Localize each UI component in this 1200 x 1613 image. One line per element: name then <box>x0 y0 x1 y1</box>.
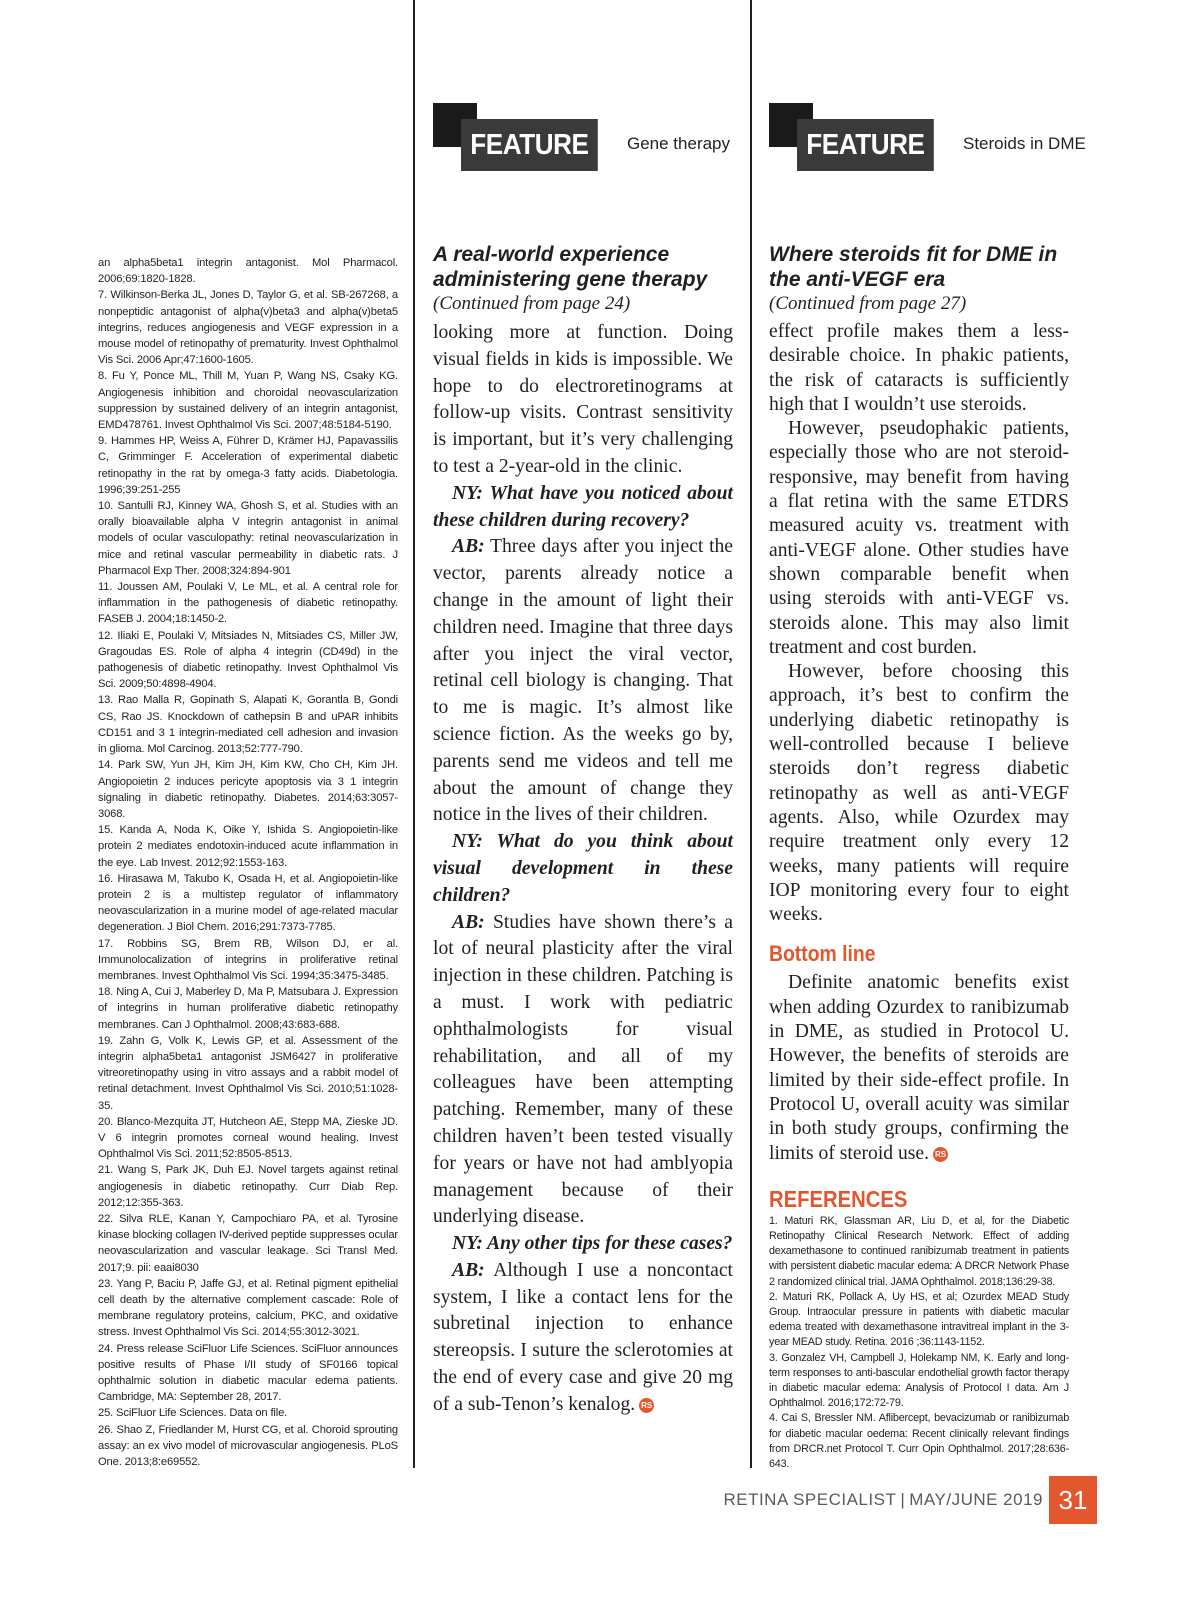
interview-question: NY: What have you noticed about these children during recovery? <box>433 482 733 531</box>
reference-item: 15. Kanda A, Noda K, Oike Y, Ishida S. Angiopoietin-like protein 2 mediates endotoxin-induced acute inflammation in the eye. Lab Invest. 2012;92:1553-163. <box>98 824 398 869</box>
interview-answer <box>433 534 733 829</box>
reference-item: 24. Press release SciFluor Life Sciences. SciFluor announces positive results of Phase I/II study of SF0166 topical ophthalmic solution in diabetic macular edema patients. Cambridge, MA: September 28, 2017. <box>98 1342 398 1404</box>
reference-item: 11. Joussen AM, Poulaki V, Le ML, et al. A central role for inflammation in the pathogenesis of diabetic retinopathy. FASEB J. 2004;18:1450-2. <box>98 581 398 626</box>
feature-label: FEATURE <box>797 119 934 171</box>
page-footer <box>723 1490 1043 1510</box>
footer-separator: | <box>900 1490 906 1509</box>
reference-item: 16. Hirasawa M, Takubo K, Osada H, et al. Angiopoietin-like protein 2 is a multistep regulator of inflammatory neovascularization in a murine model of age-related macular degeneration. J Biol Chem. 2016;291:7373-7785. <box>98 872 398 934</box>
article-body <box>433 320 733 1419</box>
body-paragraph: looking more at function. Doing visual fields in kids is impossible. We hope to do electroretinograms at follow-up visits. Contrast sensitivity is important, but it’s very challenging to test a 2-year-old in the clinic. <box>433 322 733 477</box>
bottom-line-text: Definite anatomic benefits exist when adding Ozurdex to ranibizumab in DME, as studied in Protocol U. However, the benefits of steroids are limited by their side-effect profile. In Protocol U, overall acuity was similar in both study groups, confirming the limits of steroid use. <box>769 972 1069 1164</box>
reference-item: 17. Robbins SG, Brem RB, Wilson DJ, er al. Immunolocalization of integrins in proliferative retinal membranes. Invest Ophthalmol Vis Sci. 1994;35:3475-3485. <box>98 937 398 982</box>
interview-question: NY: What do you think about visual development in these children? <box>433 831 733 906</box>
references-heading: REFERENCES <box>769 1185 908 1212</box>
reference-item: 14. Park SW, Yun JH, Kim JH, Kim KW, Cho CH, Kim JH. Angiopoietin 2 induces pericyte apoptosis via 3 1 integrin signaling in diabetic retinopathy. Diabetes. 2014;63:3057-3068. <box>98 759 398 820</box>
feature-topic: Steroids in DME <box>963 134 1086 153</box>
answer-text: Three days after you inject the vector, parents already notice a change in the amount of light their children need. Imagine that three days after you inject the viral vector, retinal cell biology is changing. That to me is magic. It’s almost like science fiction. As the weeks go by, parents send me videos and tell me about the amount of change they notice in the lives of their children. <box>433 536 734 826</box>
article-headline: A real-world experience administering gene therapy <box>433 243 708 291</box>
interview-answer <box>433 910 733 1232</box>
publication-name: RETINA SPECIALIST <box>723 1490 897 1509</box>
reference-item: 13. Rao Malla R, Gopinath S, Alapati K, Gorantla B, Gondi CS, Rao JS. Knockdown of cathepsin B and uPAR inhibits CD151 and 3 1 integrin-mediated cell adhesion and invasion in glioma. Mol Carcinog. 2013;52:777-790. <box>98 694 398 756</box>
reference-item: 7. Wilkinson-Berka JL, Jones D, Taylor G, et al. SB-267268, a nonpeptidic antagonist of alpha(v)beta3 and alpha(v)beta5 integrins, reduces angiogenesis and VEGF expression in a mouse model of retinopathy of prematurity. Invest Ophthalmol Vis Sci. 2006 Apr;47:1600-1605. <box>98 289 398 367</box>
speaker-label: AB: <box>452 1259 485 1281</box>
references-list <box>769 1214 1069 1472</box>
page-number: 31 <box>1049 1476 1097 1524</box>
gene-therapy-article <box>433 242 733 1419</box>
reference-item: 4. Cai S, Bressler NM. Aflibercept, bevacizumab or ranibizumab for diabetic macular oedema: Recent clinically relevant findings from DRCR.net Protocol T. Curr Opin Ophthalmol. 2017;28:636-643. <box>769 1412 1069 1471</box>
interview-question: NY: Any other tips for these cases? <box>452 1233 733 1255</box>
reference-item: 19. Zahn G, Volk K, Lewis GP, et al. Assessment of the integrin alpha5beta1 antagonist JSM6427 in proliferative vitreoretinopathy using in vitro assays and a rabbit model of retinal detachment. Invest Ophthalmol Vis Sci. 2010;51:1028-35. <box>98 1034 398 1112</box>
reference-item: 8. Fu Y, Ponce ML, Thill M, Yuan P, Wang NS, Csaky KG. Angiogenesis inhibition and choroidal neovascularization suppression by sustained delivery of an integrin antagonist, EMD478761. Invest Ophthalmol Vis Sci. 2007;48:5184-5190. <box>98 370 398 432</box>
speaker-label: AB: <box>452 911 485 933</box>
article-headline: Where steroids fit for DME in the anti-VEGF era <box>769 243 1058 291</box>
article-body <box>769 320 1069 1166</box>
steroids-article <box>769 242 1069 1472</box>
reference-item: 9. Hammes HP, Weiss A, Führer D, Krämer HJ, Papavassilis C, Grimminger F. Acceleration of experimental diabetic retinopathy in the rat by omega-3 fatty acids. Diabetologia. 1996;39:251-255 <box>98 435 398 496</box>
continued-line: (Continued from page 24) <box>433 293 631 314</box>
reference-item: 21. Wang S, Park JK, Duh EJ. Novel targets against retinal angiogenesis in diabetic retinopathy. Curr Diab Rep. 2012;12:355-363. <box>98 1164 398 1209</box>
issue-date: MAY/JUNE 2019 <box>909 1490 1043 1509</box>
answer-text: Studies have shown there’s a lot of neural plasticity after the viral injection in these children. Patching is a must. I work with pediatric ophthalmologists for visual rehabilitation, and all of my colleagues have been attempting patching. Remember, many of these children haven’t been tested visually for years or have not had amblyopia management because of their underlying disease. <box>433 911 733 1228</box>
body-paragraph: However, before choosing this approach, it’s best to confirm the underlying diabetic retinopathy is well-controlled because I believe steroids don’t regress diabetic retinopathy as well as anti-VEGF agents. Also, while Ozurdex may require treatment only every 12 weeks, many patients will require IOP monitoring every four to eight weeks. <box>769 661 1069 926</box>
reference-item: 2. Maturi RK, Pollack A, Uy HS, et al; Ozurdex MEAD Study Group. Intraocular pressure in patients with diabetic macular edema treated with dexamethasone intravitreal implant in the 3-year MEAD study. Retina. 2016 ;36:1143-1152. <box>769 1290 1069 1349</box>
reference-item: 23. Yang P, Baciu P, Jaffe GJ, et al. Retinal pigment epithelial cell death by the alternative complement cascade: Role of membrane regulatory proteins, calcium, PKC, and oxidative stress. Invest Ophthalmol Vis Sci. 2014;55:3012-3021. <box>98 1277 398 1339</box>
body-paragraph: effect profile makes them a less-desirable choice. In phakic patients, the risk of cataracts is sufficiently high that I wouldn’t use steroids. <box>769 321 1069 415</box>
reference-item: 20. Blanco-Mezquita JT, Hutcheon AE, Stepp MA, Zieske JD. V 6 integrin promotes corneal wound healing. Invest Ophthalmol Vis Sci. 2011;52:8505-8513. <box>98 1115 398 1161</box>
answer-text: Although I use a noncontact system, I like a contact lens for the subretinal injection to enhance stereopsis. I suture the sclerotomies at the end of every case and give 20 mg of a sub-Tenon’s kenalog. <box>433 1259 733 1415</box>
reference-item: 12. Iliaki E, Poulaki V, Mitsiades N, Mitsiades CS, Miller JW, Gragoudas ES. Role of alpha 4 integrin (CD49d) in the pathogenesis of diabetic retinopathy. Invest Ophthalmol Vis Sci. 2009;50:4898-4904. <box>98 629 398 691</box>
reference-item: 18. Ning A, Cui J, Maberley D, Ma P, Matsubara J. Expression of integrins in human proliferative diabetic retinopathy membranes. Can J Ophthalmol. 2008;43:683-688. <box>98 986 398 1031</box>
reference-item: an alpha5beta1 integrin antagonist. Mol Pharmacol. 2006;69:1820-1828. <box>98 257 398 286</box>
column-divider-right <box>750 0 752 1468</box>
reference-item: 1. Maturi RK, Glassman AR, Liu D, et al, for the Diabetic Retinopathy Clinical Research Network. Effect of adding dexamethasone to continued ranibizumab treatment in patients with persistent diabetic macular edema: A DRCR Network Phase 2 randomized clinical trial. JAMA Ophthalmol. 2018;136:29-38. <box>769 1214 1069 1288</box>
end-mark-icon: RS <box>933 1147 948 1162</box>
feature-topic: Gene therapy <box>627 134 731 153</box>
reference-item: 3. Gonzalez VH, Campbell J, Holekamp NM, K. Early and long-term responses to anti-bascular endothelial growth factor therapy in diabetic macular edema: Analysis of Protocol I data. Am J Ophthalmol. 2016;172:72-79. <box>769 1351 1069 1410</box>
reference-item: 26. Shao Z, Friedlander M, Hurst CG, et al. Choroid sprouting assay: an ex vivo model of microvascular angiogenesis. PLoS One. 2013;8:e69552. <box>98 1423 398 1469</box>
body-paragraph: However, pseudophakic patients, especially those who are not steroid-responsive, may benefit from having a flat retina with the same ETDRS measured acuity vs. treatment with anti-VEGF alone. Other studies have shown comparable benefit when using steroids with anti-VEGF vs. steroids alone. This may also limit treatment and cost burden. <box>769 418 1069 658</box>
reference-item: 25. SciFluor Life Sciences. Data on file. <box>98 1407 288 1420</box>
column-divider-left <box>413 0 415 1468</box>
interview-answer <box>433 1258 733 1419</box>
reference-item: 10. Santulli RJ, Kinney WA, Ghosh S, et al. Studies with an orally bioavailable alpha V integrin antagonist in animal models of ocular vasculopathy: retinal neovascularization in mice and retinal vascular permeability in diabetic rats. J Pharmacol Exp Ther. 2008;324:894-901 <box>98 500 398 577</box>
continued-line: (Continued from page 27) <box>769 293 967 314</box>
reference-item: 22. Silva RLE, Kanan Y, Campochiaro PA, et al. Tyrosine kinase blocking collagen IV-derived peptide suppresses ocular neovascularization and vascular leakage. Sci Transl Med. 2017;9. pii: eaai8030 <box>98 1212 398 1274</box>
speaker-label: AB: <box>452 536 485 558</box>
end-mark-icon: RS <box>639 1398 654 1413</box>
feature-label: FEATURE <box>461 119 598 171</box>
body-paragraph <box>769 971 1069 1165</box>
references-continued <box>98 255 398 1470</box>
bottom-line-heading: Bottom line <box>769 941 876 967</box>
